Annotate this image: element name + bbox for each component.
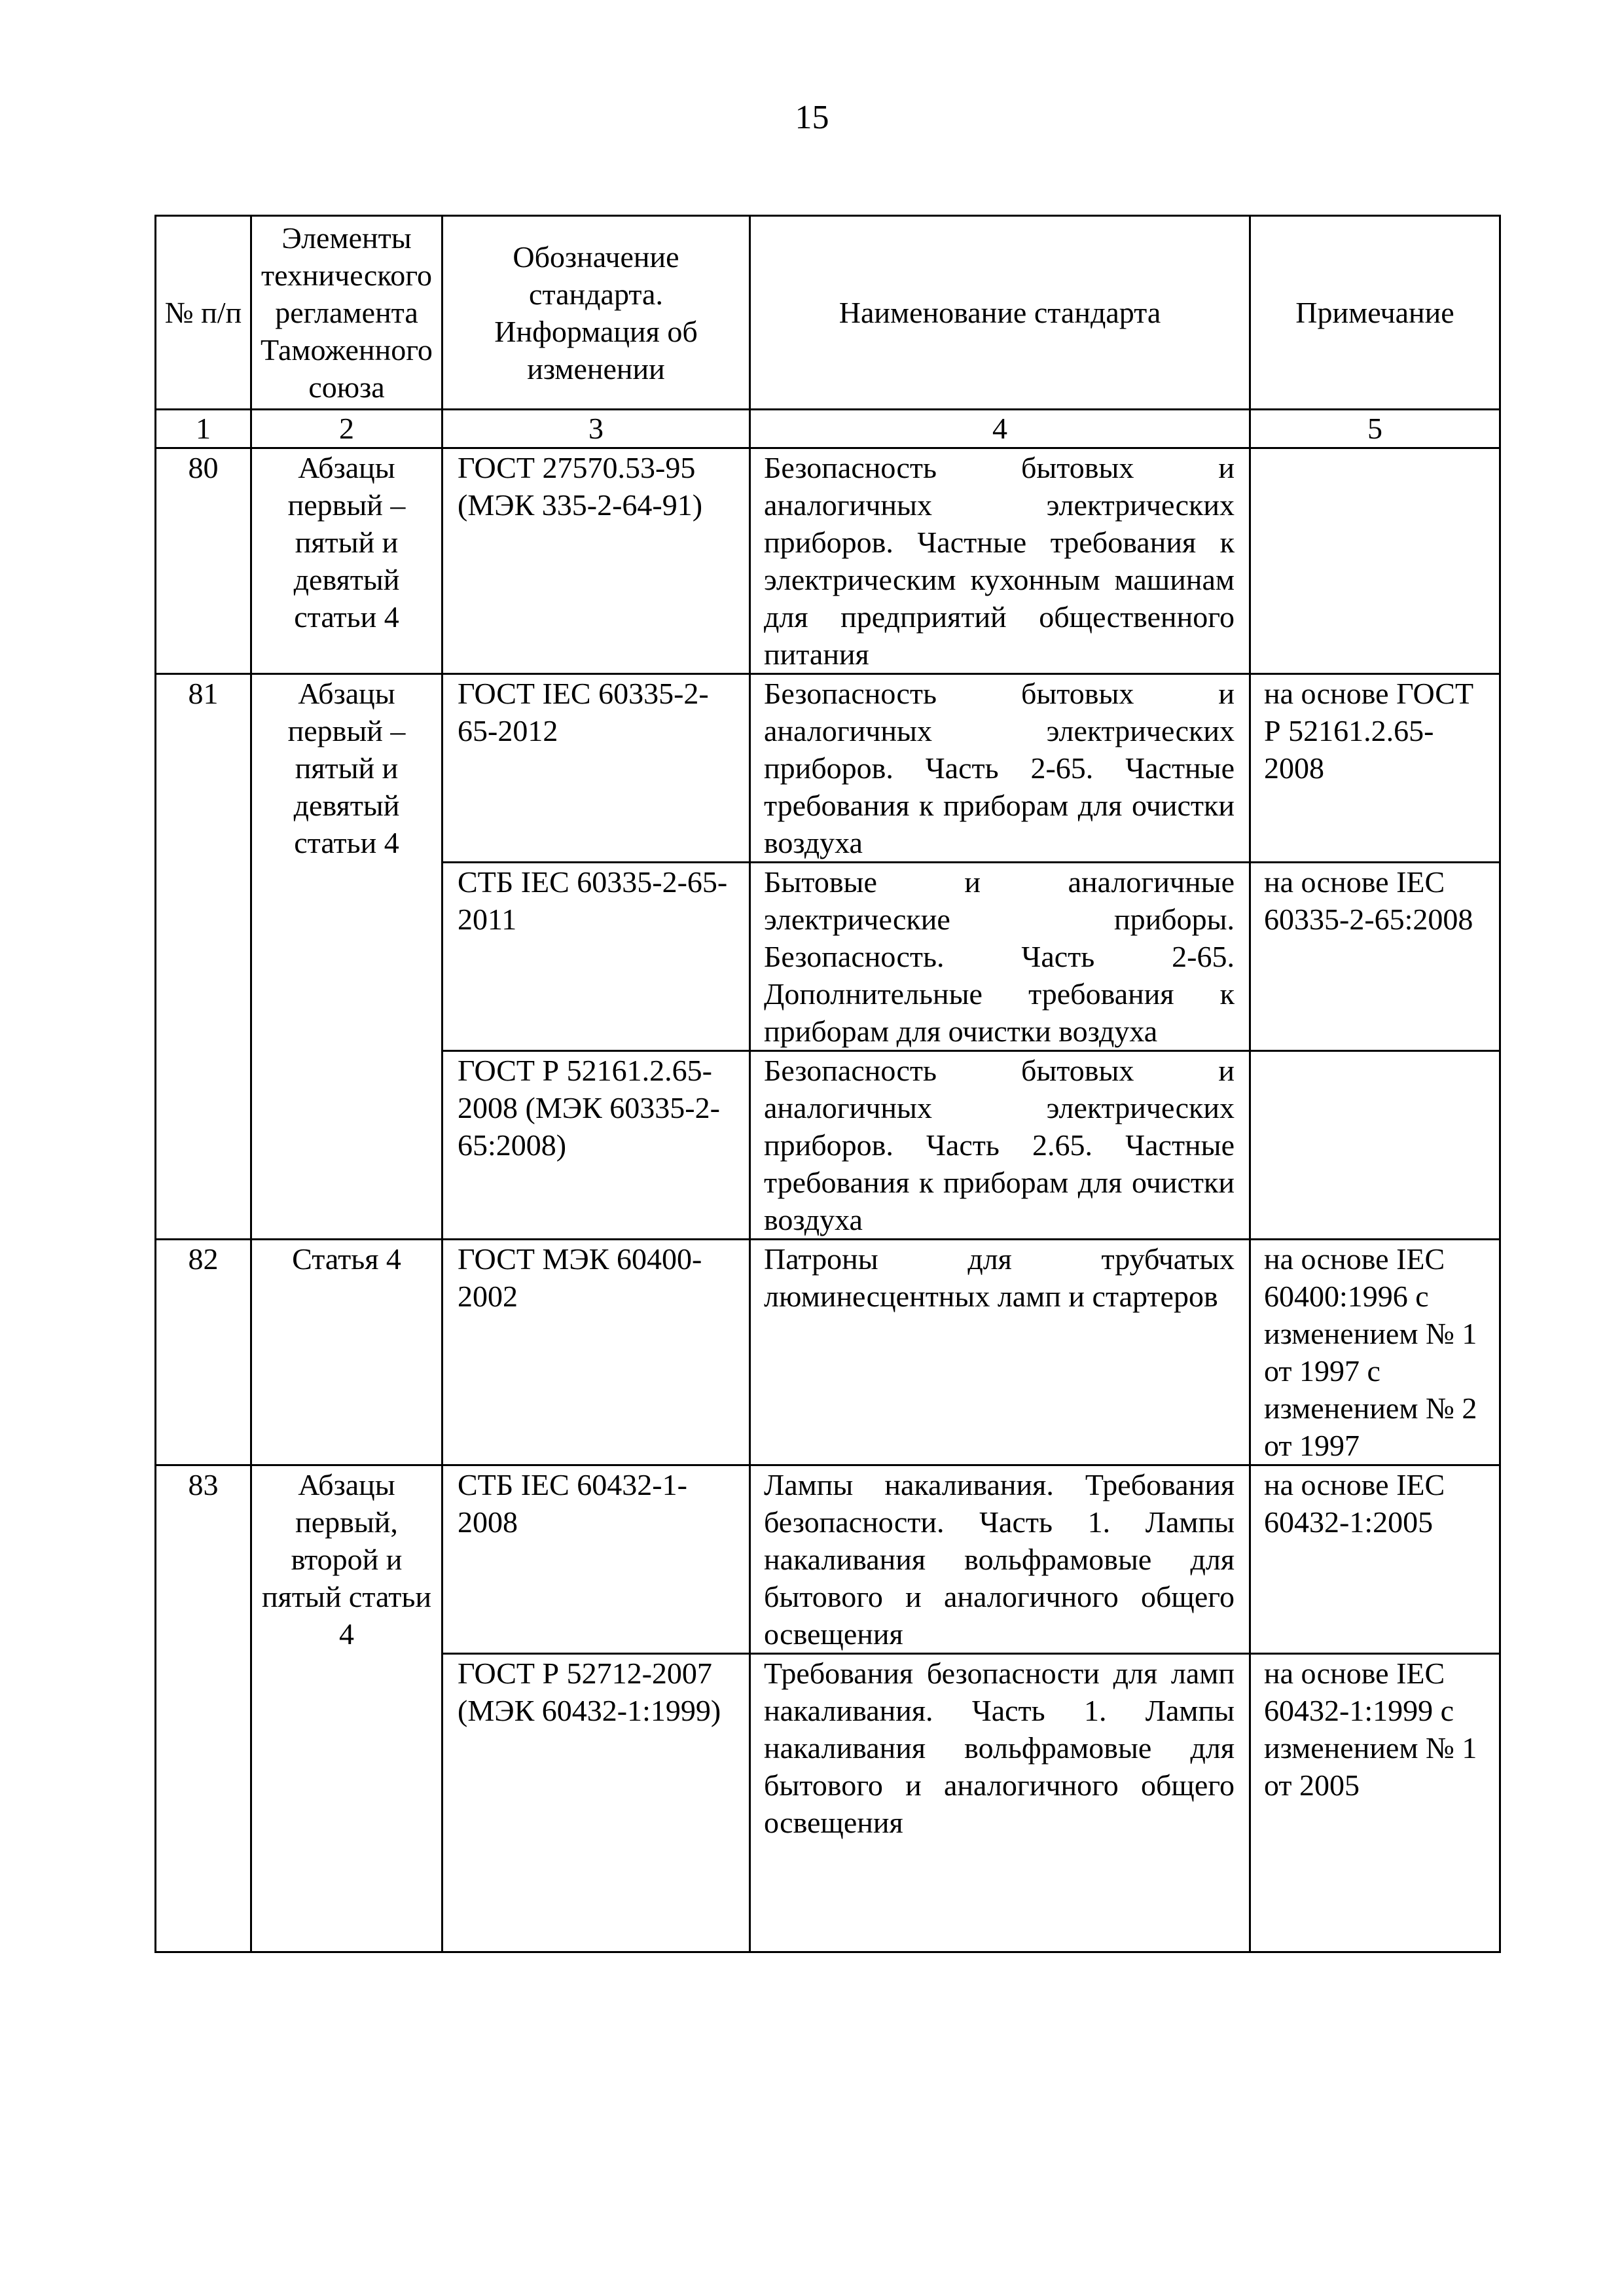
standard-name: Требования безопасности для ламп накаливания. Часть 1. Лампы накаливания вольфрамовые для бытового и аналогичного общего освещения xyxy=(750,1654,1250,1952)
table-row xyxy=(156,674,1500,863)
header-elements: Элементы технического регламента Таможенного союза xyxy=(251,216,442,410)
standard-note xyxy=(1250,448,1500,674)
standard-designation: СТБ IEC 60432-1-2008 xyxy=(442,1465,750,1654)
column-number: 4 xyxy=(750,410,1250,448)
table-row xyxy=(156,1240,1500,1465)
standard-note: на основе ГОСТ Р 52161.2.65-2008 xyxy=(1250,674,1500,863)
standard-note: на основе IEC 60432-1:1999 с изменением № 1 от 2005 xyxy=(1250,1654,1500,1952)
table-row xyxy=(156,1465,1500,1654)
standard-designation: СТБ IEC 60335-2-65-2011 xyxy=(442,863,750,1051)
header-designation: Обозначение стандарта. Информация об изменении xyxy=(442,216,750,410)
column-number: 1 xyxy=(156,410,251,448)
row-elements: Абзацы первый, второй и пятый статьи 4 xyxy=(251,1465,442,1952)
standard-note xyxy=(1250,1051,1500,1240)
standard-designation: ГОСТ IEC 60335-2-65-2012 xyxy=(442,674,750,863)
column-number: 2 xyxy=(251,410,442,448)
standard-name: Лампы накаливания. Требования безопасности. Часть 1. Лампы накаливания вольфрамовые для бытового и аналогичного общего освещения xyxy=(750,1465,1250,1654)
row-number: 80 xyxy=(156,448,251,674)
row-elements: Абзацы первый – пятый и девятый статьи 4 xyxy=(251,448,442,674)
standard-name: Безопасность бытовых и аналогичных электрических приборов. Частные требования к электрическим кухонным машинам для предприятий общественного питания xyxy=(750,448,1250,674)
row-number: 81 xyxy=(156,674,251,1240)
standard-name: Бытовые и аналогичные электрические приборы. Безопасность. Часть 2-65. Дополнительные требования к приборам для очистки воздуха xyxy=(750,863,1250,1051)
standard-name: Безопасность бытовых и аналогичных электрических приборов. Часть 2-65. Частные требования к приборам для очистки воздуха xyxy=(750,674,1250,863)
standard-designation: ГОСТ 27570.53-95 (МЭК 335-2-64-91) xyxy=(442,448,750,674)
row-number: 82 xyxy=(156,1240,251,1465)
standard-designation: ГОСТ Р 52161.2.65-2008 (МЭК 60335-2-65:2008) xyxy=(442,1051,750,1240)
page-number: 15 xyxy=(795,99,829,136)
table-row xyxy=(156,448,1500,674)
column-number: 3 xyxy=(442,410,750,448)
row-elements: Статья 4 xyxy=(251,1240,442,1465)
standard-name: Безопасность бытовых и аналогичных электрических приборов. Часть 2.65. Частные требования к приборам для очистки воздуха xyxy=(750,1051,1250,1240)
standard-note: на основе IEC 60432-1:2005 xyxy=(1250,1465,1500,1654)
row-number: 83 xyxy=(156,1465,251,1952)
header-name: Наименование стандарта xyxy=(750,216,1250,410)
header-note: Примечание xyxy=(1250,216,1500,410)
standards-table xyxy=(154,215,1501,1953)
standard-name: Патроны для трубчатых люминесцентных ламп и стартеров xyxy=(750,1240,1250,1465)
standard-note: на основе IEC 60400:1996 с изменением № 1 от 1997 с изменением № 2 от 1997 xyxy=(1250,1240,1500,1465)
standard-designation: ГОСТ Р 52712-2007 (МЭК 60432-1:1999) xyxy=(442,1654,750,1952)
standard-note: на основе IEC 60335-2-65:2008 xyxy=(1250,863,1500,1051)
table-header-row xyxy=(156,216,1500,410)
standard-designation: ГОСТ МЭК 60400-2002 xyxy=(442,1240,750,1465)
header-no: № п/п xyxy=(156,216,251,410)
column-number-row xyxy=(156,410,1500,448)
row-elements: Абзацы первый – пятый и девятый статьи 4 xyxy=(251,674,442,1240)
column-number: 5 xyxy=(1250,410,1500,448)
